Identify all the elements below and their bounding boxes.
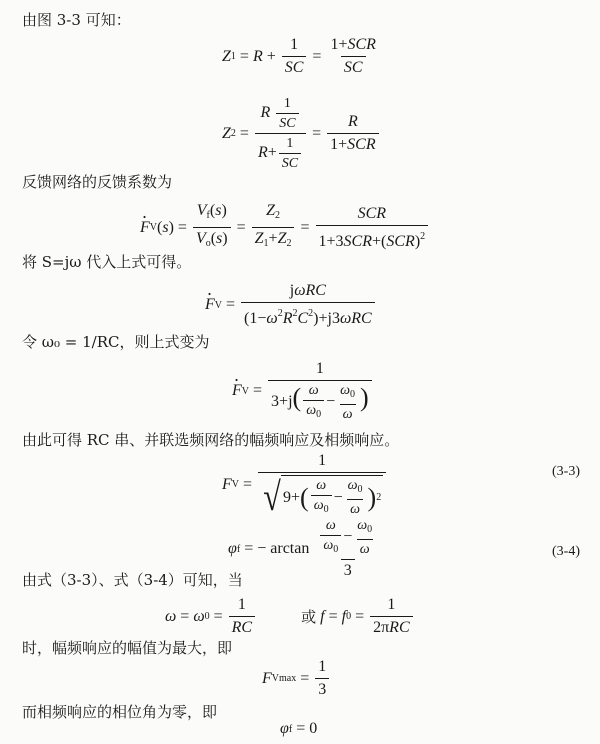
equation-phase-zero: φ f = 0 [280, 720, 318, 737]
equation-fv-s: · F V ( s ) = $\frac{V_f(s)}{V_o(s)}$ = $\frac{Z_2}{Z_1+Z_2}$ = $\frac{\text{SCR}}{1+3SCR+(SCR)^2}$ [140, 202, 430, 253]
intro-text: 由图 3-3 可知： [22, 11, 131, 29]
or-word: 或 [301, 608, 317, 626]
equation-fv-max: F Vmax = $\frac{1}{3}$ [262, 658, 331, 699]
equation-number-3-4: (3-4) [552, 544, 580, 559]
let-text: 令 ω₀ = 1/RC，则上式变为 [22, 333, 210, 351]
equation-z1: Z 1 = R + $\frac{1}{SC}$ = $\frac{\text{1+SCR}}{SC}$ [222, 36, 376, 76]
equation-magnitude: F V = 1 √ 9+ ( $\frac{\omega}{\omega_0}$ − $\frac{\omega_0}{\omega}$ ) 2 [222, 452, 388, 517]
response-text: 由此可得 RC 串、并联选频网络的幅频响应及相频响应。 [22, 431, 400, 449]
equation-fv-normalized: · F V = 1 3+j( $\frac{\omega}{\omega_0}$ − $\frac{\omega_0}{\omega}$ ) [232, 360, 374, 422]
equation-resonance: ω = ω 0 = $\frac{1}{RC}$ 或 f = f 0 = $\frac{1}{\text{2πRC}}$ [165, 596, 415, 637]
feedback-text: 反馈网络的反馈系数为 [22, 173, 173, 191]
phase-text: 而相频响应的相位角为零，即 [22, 703, 218, 721]
equation-phase: φ f = − arctan $\frac{\omega}{\omega_0}$ − $\frac{\omega_0}{\omega}$ 3 [228, 518, 373, 579]
equation-number-3-3: (3-3) [552, 464, 580, 479]
substitute-text: 将 S=jω 代入上式可得。 [22, 253, 192, 271]
from-text: 由式（3-3）、式（3-4）可知，当 [22, 571, 243, 589]
when-text: 时，幅频响应的幅值为最大，即 [22, 639, 233, 657]
equation-fv-jw: · F V = $\frac{\text{jωRC}}{(1-\omega^2R^2C^2)+j3\omega RC}$ [205, 282, 377, 328]
equation-z2: Z 2 = R $\frac{1}{SC}$ R+ $\frac{1}{SC}$ = $\frac{R}{\text{1+SCR}}$ [222, 96, 381, 171]
